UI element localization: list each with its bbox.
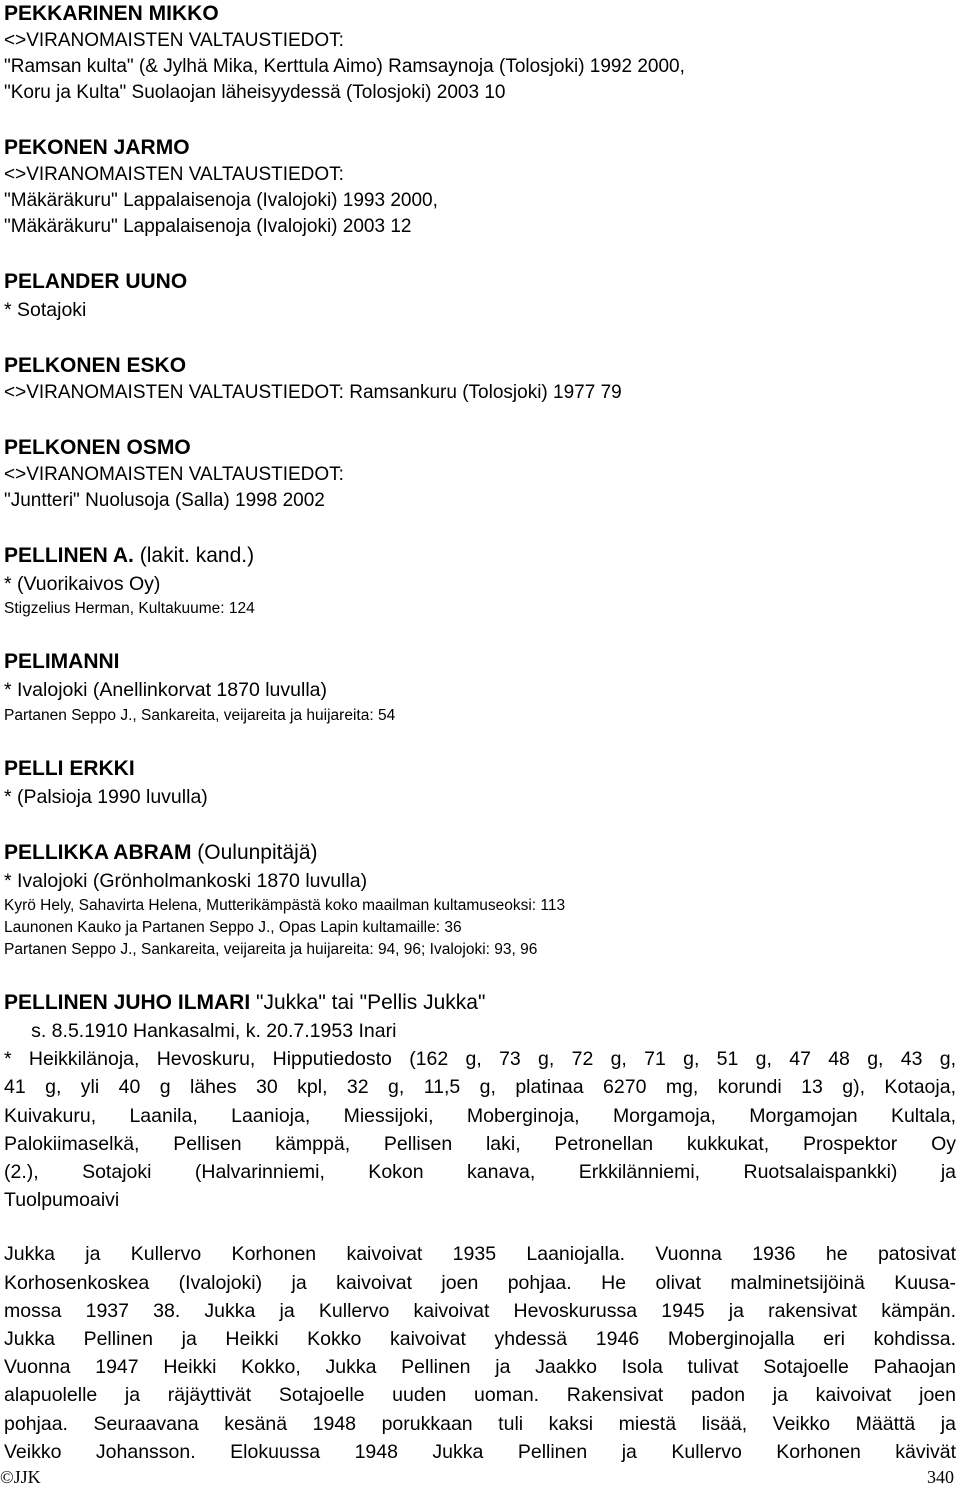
entry-line: "Koru ja Kulta" Suolaojan läheisyydessä (Tolosjoki) 2003 10 [4, 82, 506, 103]
entry-pekkarinen-mikko [4, 0, 956, 106]
entry-line: * Ivalojoki (Anellinkorvat 1870 luvulla) [4, 679, 327, 702]
entry-line: <>VIRANOMAISTEN VALTAUSTIEDOT: [4, 30, 344, 51]
story-line: Korhosenkoskea (Ivalojoki) ja kaivoivat joen pohjaa. He olivat malminetsijöinä Kuusa- [4, 1271, 956, 1294]
birth-death-line: s. 8.5.1910 Hankasalmi, k. 20.7.1953 Inari [31, 1020, 397, 1043]
entry-name-row [4, 989, 956, 1017]
entry-name-row [4, 542, 956, 570]
entry-line: * Sotajoki [4, 299, 87, 321]
entry-name: PELANDER UUNO [4, 270, 188, 293]
entry-pekonen-jarmo [4, 134, 956, 240]
entry-name: PEKKARINEN MIKKO [4, 2, 219, 25]
story-line: Veikko Johansson. Elokuussa 1948 Jukka Pellinen ja Kullervo Korhonen kävivät [4, 1440, 956, 1463]
entry-name: PELLI ERKKI [4, 756, 135, 780]
entry-pellinen-juho-ilmari [4, 989, 956, 1466]
sites-paragraph [4, 1045, 956, 1214]
entry-line: "Juntteri" Nuolusoja (Salla) 1998 2002 [4, 490, 325, 512]
entry-reference: Launonen Kauko ja Partanen Seppo J., Opas Lapin kultamaille: 36 [4, 919, 462, 937]
entry-pelkonen-esko [4, 352, 956, 406]
sites-line: * Heikkilänoja, Hevoskuru, Hipputiedosto (162 g, 73 g, 72 g, 71 g, 51 g, 47 48 g, 43 g, [4, 1048, 956, 1071]
entry-pellikka-abram [4, 839, 956, 961]
entry-name: PELLINEN JUHO ILMARI [4, 991, 251, 1015]
sites-line: Palokiimaselkä, Pellisen kämppä, Pellisen laki, Petronellan kukkukat, Prospektor Oy [4, 1132, 956, 1155]
entry-line: <>VIRANOMAISTEN VALTAUSTIEDOT: [4, 464, 344, 486]
entry-name: PELKONEN OSMO [4, 436, 191, 460]
entry-name: PELLIKKA ABRAM [4, 840, 192, 864]
entry-name: PELLINEN A. [4, 544, 134, 568]
entry-line: "Mäkäräkuru" Lappalaisenoja (Ivalojoki) 1993 2000, [4, 190, 438, 211]
page-number: 340 [927, 1467, 954, 1487]
entry-reference: Partanen Seppo J., Sankareita, veijareita ja huijareita: 54 [4, 706, 396, 724]
entry-line: "Ramsan kulta" (& Jylhä Mika, Kerttula Aimo) Ramsaynoja (Tolosjoki) 1992 2000, [4, 56, 685, 77]
document-page [4, 0, 956, 1466]
sites-line: Kuivakuru, Laanila, Laanioja, Miessijoki, Moberginoja, Morgamoja, Morgamojan Kultala, [4, 1104, 956, 1127]
entry-pelander-uuno [4, 268, 956, 324]
sites-line: (2.), Sotajoki (Halvarinniemi, Kokon kanava, Erkkilänniemi, Ruotsalaispankki) ja [4, 1161, 956, 1184]
story-line: Jukka Pellinen ja Heikki Kokko kaivoivat yhdessä 1946 Moberginojalla eri kohdissa. [4, 1328, 956, 1351]
story-line: alapuolelle ja räjäyttivät Sotajoelle uuden uoman. Rakensivat padon ja kaivoivat joen [4, 1384, 956, 1407]
entry-name: PELKONEN ESKO [4, 354, 187, 378]
entry-line: * (Palsioja 1990 luvulla) [4, 785, 208, 808]
entry-pelli-erkki [4, 755, 956, 811]
story-paragraph [4, 1240, 956, 1466]
entry-line: <>VIRANOMAISTEN VALTAUSTIEDOT: [4, 164, 344, 185]
entry-pelimanni [4, 648, 956, 726]
entry-name-suffix: (lakit. kand.) [133, 544, 255, 568]
story-line: mossa 1937 38. Jukka ja Kullervo kaivoivat Hevoskurussa 1945 ja rakensivat kämpän. [4, 1299, 956, 1322]
copyright-label: ©JJK [0, 1467, 41, 1487]
entry-line: * (Vuorikaivos Oy) [4, 573, 161, 596]
entry-reference: Partanen Seppo J., Sankareita, veijareita ja huijareita: 94, 96; Ivalojoki: 93, 96 [4, 941, 538, 959]
sites-line: 41 g, yli 40 g lähes 30 kpl, 32 g, 11,5 g, platinaa 6270 mg, korundi 13 g), Kotaoja, [4, 1076, 956, 1099]
entry-line: <>VIRANOMAISTEN VALTAUSTIEDOT: Ramsankuru (Tolosjoki) 1977 79 [4, 382, 622, 404]
entry-pellinen-a [4, 542, 956, 620]
entry-name: PEKONEN JARMO [4, 136, 190, 159]
entry-line: * Ivalojoki (Grönholmankoski 1870 luvulla) [4, 869, 368, 892]
entry-name-suffix: "Jukka" tai "Pellis Jukka" [250, 991, 486, 1015]
story-line: Vuonna 1947 Heikki Kokko, Jukka Pellinen ja Jaakko Isola tulivat Sotajoelle Pahaojan [4, 1356, 956, 1379]
entry-pelkonen-osmo [4, 434, 956, 514]
sites-line: Tuolpumoaivi [4, 1189, 120, 1212]
entry-line: "Mäkäräkuru" Lappalaisenoja (Ivalojoki) 2003 12 [4, 216, 412, 237]
entry-name-suffix: (Oulunpitäjä) [191, 840, 318, 864]
entry-name-row [4, 839, 956, 867]
entry-reference: Stigzelius Herman, Kultakuume: 124 [4, 600, 255, 618]
story-line: pohjaa. Seuraavana kesänä 1948 porukkaan tuli kaksi miestä lisää, Veikko Määttä ja [4, 1412, 956, 1435]
entry-reference: Kyrö Hely, Sahavirta Helena, Mutterikämpästä koko maailman kultamuseoksi: 113 [4, 897, 566, 915]
story-line: Jukka ja Kullervo Korhonen kaivoivat 1935 Laaniojalla. Vuonna 1936 he patosivat [4, 1243, 956, 1266]
entry-name: PELIMANNI [4, 650, 120, 674]
